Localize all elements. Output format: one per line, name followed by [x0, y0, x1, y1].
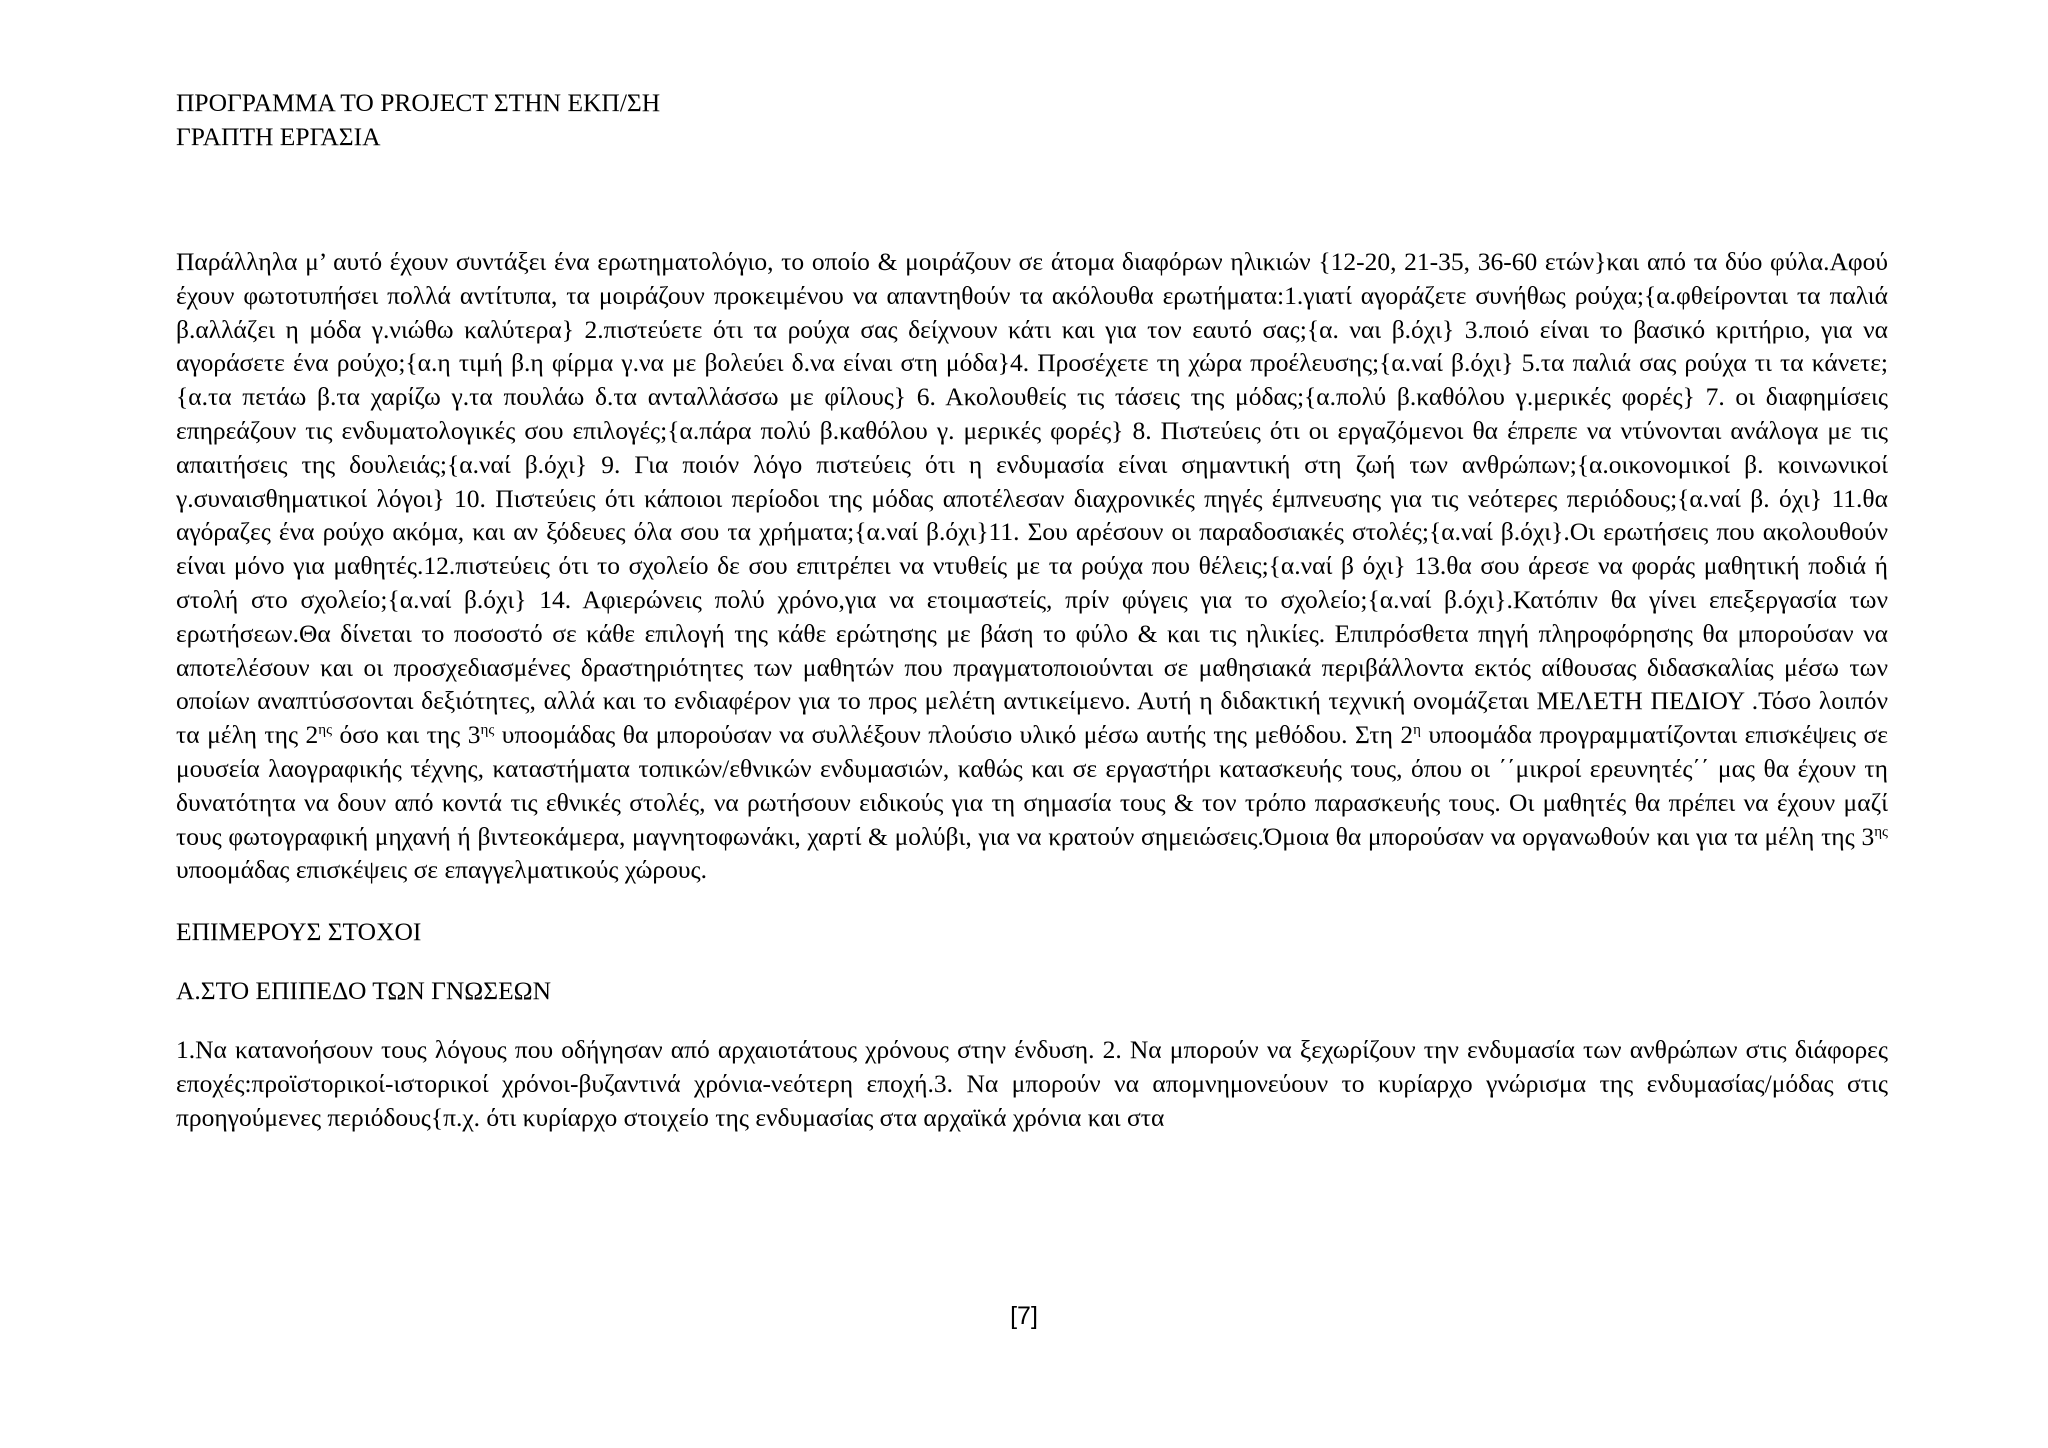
- main-paragraph-text-1: Παράλληλα μ’ αυτό έχουν συντάξει ένα ερωτηματολόγιο, το οποίο & μοιράζουν σε άτομα διαφόρων ηλικιών {12-20, 21-35, 36-60 ετών}και από τα δύο φύλα.Αφού έχουν φωτοτυπήσει πολλά αντίτυπα, τα μοιράζουν προκειμένου να απαντηθούν τα ακόλουθα ερωτήματα:1.γιατί αγοράζετε συνήθως ρούχα;{α.φθείρονται τα παλιά β.αλλάζει η μόδα γ.νιώθω καλύτερα} 2.πιστεύετε ότι τα ρούχα σας δείχνουν κάτι και για τον εαυτό σας;{α. ναι β.όχι} 3.ποιό είναι το βασικό κριτήριο, για να αγοράσετε ένα ρούχο;{α.η τιμή β.η φίρμα γ.να με βολεύει δ.να είναι στη μόδα}4. Προσέχετε τη χώρα προέλευσης;{α.ναί β.όχι} 5.τα παλιά σας ρούχα τι τα κάνετε;{α.τα πετάω β.τα χαρίζω γ.τα πουλάω δ.τα ανταλλάσσω με φίλους} 6. Ακολουθείς τις τάσεις της μόδας;{α.πολύ β.καθόλου γ.μερικές φορές} 7. οι διαφημίσεις επηρεάζουν τις ενδυματολογικές σου επιλογές;{α.πάρα πολύ β.καθόλου γ. μερικές φορές} 8. Πιστεύεις ότι οι εργαζόμενοι θα έπρεπε να ντύνονται ανάλογα με τις απαιτήσεις της δουλειάς;{α.ναί β.όχι} 9. Για ποιόν λόγο πιστεύεις ότι η ενδυμασία είναι σημαντική στη ζωή των ανθρώπων;{α.οικονομικοί β. κοινωνικοί γ.συναισθηματικοί λόγοι} 10. Πιστεύεις ότι κάποιοι περίοδοι της μόδας αποτέλεσαν διαχρονικές πηγές έμπνευσης για τις νεότερες περιόδους;{α.ναί β. όχι} 11.θα αγόραζες ένα ρούχο ακόμα, και αν ξόδευες όλα σου τα χρήματα;{α.ναί β.όχι}11. Σου αρέσουν οι παραδοσιακές στολές;{α.ναί β.όχι}.Οι ερωτήσεις που ακολουθούν είναι μόνο για μαθητές.12.πιστεύεις ότι το σχολείο δε σου επιτρέπει να ντυθείς με τα ρούχα που θέλεις;{α.ναί β όχι} 13.θα σου άρεσε να φοράς μαθητική ποδιά ή στολή στο σχολείο;{α.ναί β.όχι} 14. Αφιερώνεις πολύ χρόνο,για να ετοιμαστείς, πρίν φύγεις για το σχολείο;{α.ναί β.όχι}.Κατόπιν θα γίνει επεξεργασία των ερωτήσεων.Θα δίνεται το ποσοστό σε κάθε επιλογή της κάθε ερώτησης με βάση το φύλο & και τις ηλικίες. Επιπρόσθετα πηγή πληροφόρησης θα μπορούσαν να αποτελέσουν και οι προσχεδιασμένες δραστηριότητες των μαθητών που πραγματοποιούνται σε μαθησιακά περιβάλλοντα εκτός αίθουσας διδασκαλίας μέσω των οποίων αναπτύσσονται δεξιότητες, αλλά και το ενδιαφέρον για το προς μελέτη αντικείμενο. Αυτή η διδακτική τεχνική ονομάζεται ΜΕΛΕΤΗ ΠΕΔΙΟΥ .Τόσο λοιπόν τα μέλη της 2: [176, 247, 1888, 750]
- superscript-ordinal: ης: [480, 722, 495, 739]
- section-heading-goals: ΕΠΙΜΕΡΟΥΣ ΣΤΟΧΟΙ: [176, 917, 422, 947]
- superscript-ordinal: η: [1413, 722, 1421, 739]
- goals-paragraph: 1.Να κατανοήσουν τους λόγους που οδήγησαν από αρχαιοτάτους χρόνους στην ένδυση. 2. Να μπορούν να ξεχωρίζουν την ενδυμασία των ανθρώπων στις διάφορες εποχές:προϊστορικοί-ιστορικοί χρόνοι-βυζαντινά χρόνια-νεότερη εποχή.3. Να μπορούν να απομνημονεύουν το κυρίαρχο γνώρισμα της ενδυμασίας/μόδας στις προηγούμενες περιόδους{π.χ. ότι κυρίαρχο στοιχείο της ενδυμασίας στα αρχαϊκά χρόνια και στα: [176, 1035, 1888, 1132]
- section-heading-knowledge-level: Α.ΣΤΟ ΕΠΙΠΕΔΟ ΤΩΝ ΓΝΩΣΕΩΝ: [176, 976, 552, 1006]
- main-paragraph: [176, 245, 1888, 887]
- page-number: [7]: [1010, 1302, 1038, 1330]
- page-content: [176, 86, 1888, 1135]
- header-assignment-title: ΓΡΑΠΤΗ ΕΡΓΑΣΙΑ: [176, 122, 381, 151]
- main-paragraph-text-3: υποομάδας θα μπορούσαν να συλλέξουν πλούσιο υλικό μέσω αυτής της μεθόδου. Στη 2: [494, 720, 1414, 750]
- main-paragraph-text-4: υποομάδα προγραμματίζονται επισκέψεις σε μουσεία λαογραφικής τέχνης, καταστήματα τοπικών/εθνικών ενδυμασιών, καθώς και σε εργαστήρι κατασκευής τους, όπου οι ΄΄μικροί ερευνητές΄΄ μας θα έχουν τη δυνατότητα να δουν από κοντά τις εθνικές στολές, να ρωτήσουν ειδικούς για τη σημασία τους & τον τρόπο παρασκευής τους. Οι μαθητές θα πρέπει να έχουν μαζί τους φωτογραφική μηχανή ή βιντεοκάμερα, μαγνητοφωνάκι, χαρτί & μολύβι, για να κρατούν σημειώσεις.Όμοια θα μπορούσαν να οργανωθούν και για τα μέλη της 3: [176, 720, 1888, 851]
- main-paragraph-text-2: όσο και της 3: [332, 720, 481, 750]
- main-paragraph-text-5: υποομάδας επισκέψεις σε επαγγελματικούς χώρους.: [176, 855, 707, 885]
- superscript-ordinal: ης: [1874, 823, 1888, 840]
- superscript-ordinal: ης: [318, 722, 333, 739]
- header-program-title: ΠΡΟΓΡΑΜΜΑ ΤΟ PROJECT ΣΤΗΝ ΕΚΠ/ΣΗ: [176, 88, 661, 117]
